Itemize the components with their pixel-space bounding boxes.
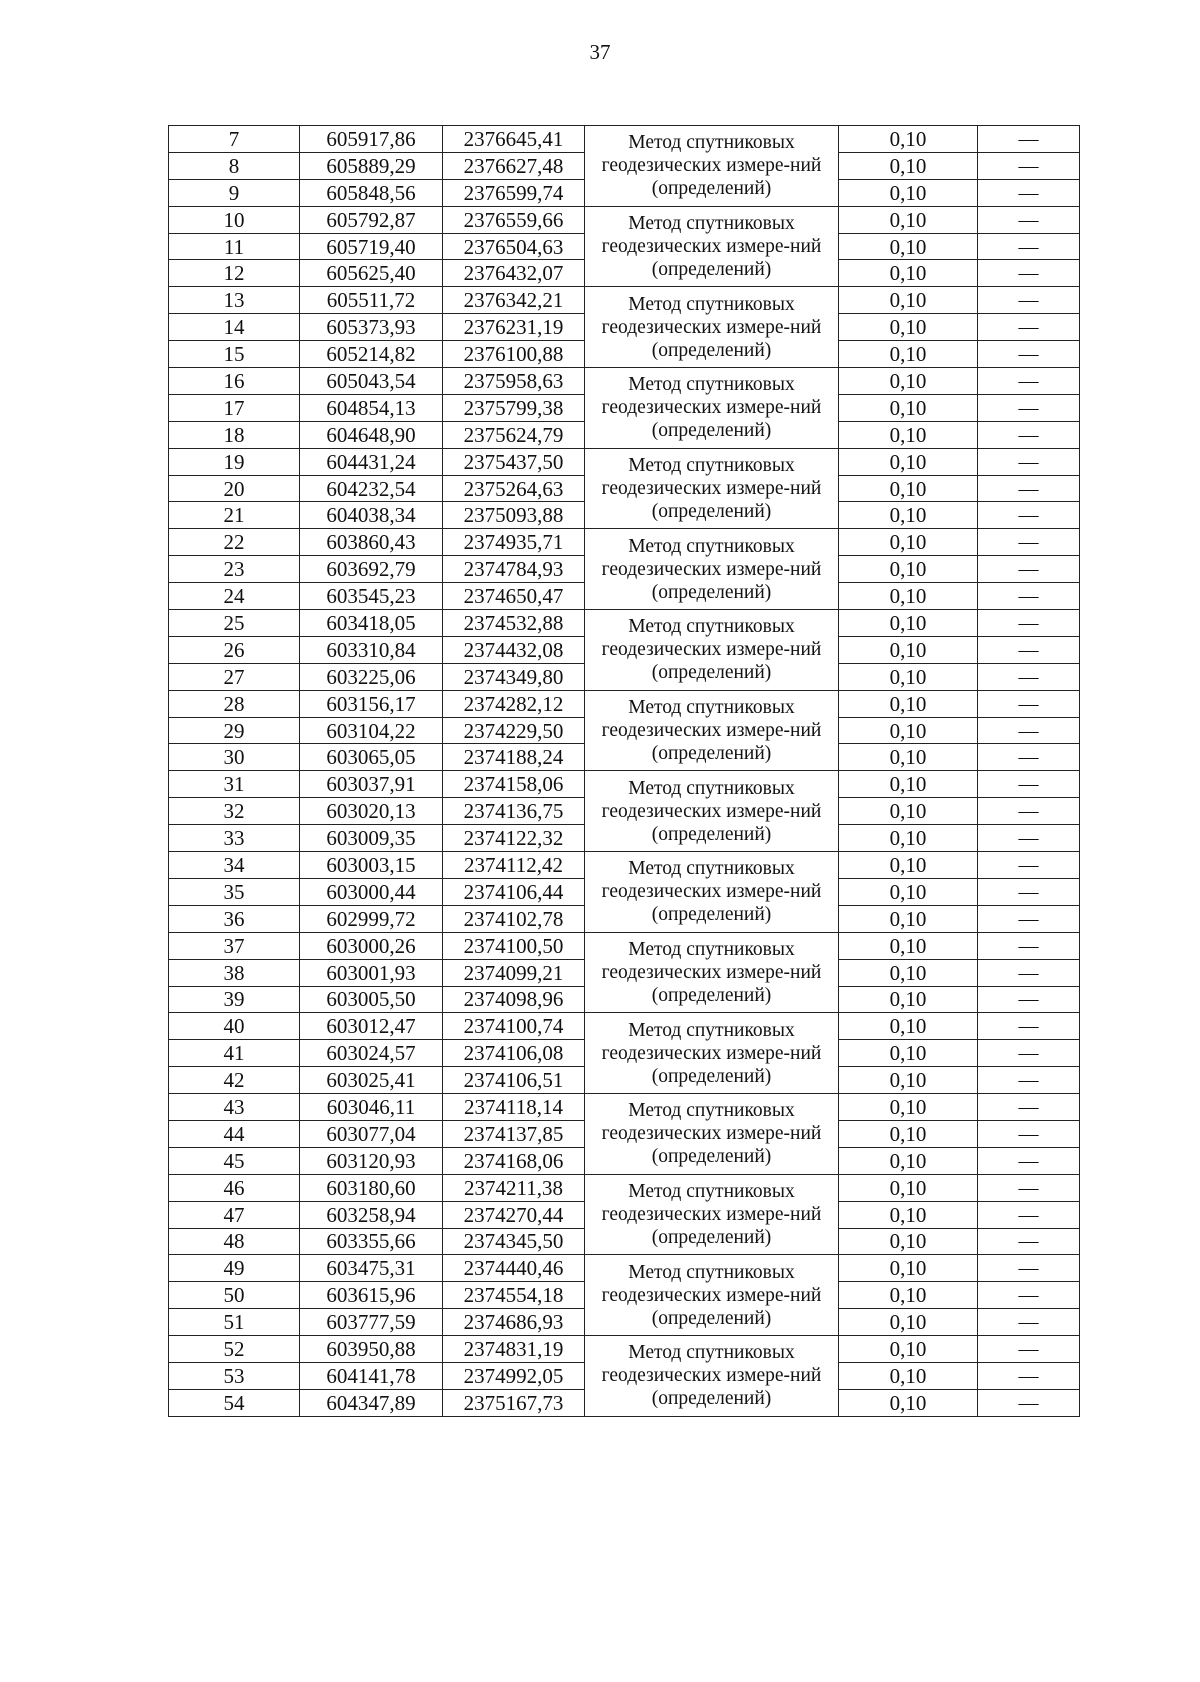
coordinate-y: 2374686,93 [443, 1309, 585, 1336]
extra-dash: — [978, 475, 1080, 502]
table-row [169, 1174, 1080, 1201]
coordinate-y: 2374106,08 [443, 1040, 585, 1067]
coordinate-x: 603258,94 [300, 1201, 443, 1228]
accuracy-value: 0,10 [839, 1362, 978, 1389]
accuracy-value: 0,10 [839, 233, 978, 260]
coordinate-y: 2374118,14 [443, 1094, 585, 1121]
extra-dash: — [978, 636, 1080, 663]
coordinate-y: 2374106,51 [443, 1067, 585, 1094]
point-number: 54 [169, 1389, 300, 1416]
point-number: 13 [169, 287, 300, 314]
accuracy-value: 0,10 [839, 1013, 978, 1040]
extra-dash: — [978, 583, 1080, 610]
coordinate-x: 603156,17 [300, 690, 443, 717]
coordinate-y: 2376100,88 [443, 341, 585, 368]
determination-method: Метод спутниковых геодезических измере-ний (определений) [585, 690, 839, 771]
coordinate-y: 2374650,47 [443, 583, 585, 610]
coordinate-y: 2375264,63 [443, 475, 585, 502]
determination-method: Метод спутниковых геодезических измере-ний (определений) [585, 1174, 839, 1255]
point-number: 43 [169, 1094, 300, 1121]
accuracy-value: 0,10 [839, 1120, 978, 1147]
point-number: 9 [169, 179, 300, 206]
coordinate-x: 605719,40 [300, 233, 443, 260]
extra-dash: — [978, 1228, 1080, 1255]
accuracy-value: 0,10 [839, 1067, 978, 1094]
extra-dash: — [978, 959, 1080, 986]
coordinate-y: 2374992,05 [443, 1362, 585, 1389]
point-number: 16 [169, 368, 300, 395]
coordinate-y: 2375437,50 [443, 448, 585, 475]
coordinates-table-body [169, 126, 1080, 1417]
accuracy-value: 0,10 [839, 421, 978, 448]
coordinate-x: 603037,91 [300, 771, 443, 798]
coordinate-y: 2374106,44 [443, 878, 585, 905]
accuracy-value: 0,10 [839, 583, 978, 610]
coordinate-x: 603475,31 [300, 1255, 443, 1282]
coordinate-x: 603545,23 [300, 583, 443, 610]
determination-method: Метод спутниковых геодезических измере-ний (определений) [585, 529, 839, 610]
coordinate-x: 603418,05 [300, 610, 443, 637]
coordinate-x: 603003,15 [300, 852, 443, 879]
point-number: 41 [169, 1040, 300, 1067]
point-number: 34 [169, 852, 300, 879]
accuracy-value: 0,10 [839, 771, 978, 798]
coordinate-x: 603012,47 [300, 1013, 443, 1040]
extra-dash: — [978, 986, 1080, 1013]
point-number: 33 [169, 825, 300, 852]
extra-dash: — [978, 1040, 1080, 1067]
accuracy-value: 0,10 [839, 690, 978, 717]
coordinate-x: 603180,60 [300, 1174, 443, 1201]
coordinate-y: 2375093,88 [443, 502, 585, 529]
accuracy-value: 0,10 [839, 798, 978, 825]
accuracy-value: 0,10 [839, 179, 978, 206]
coordinate-y: 2375167,73 [443, 1389, 585, 1416]
coordinate-y: 2374099,21 [443, 959, 585, 986]
extra-dash: — [978, 1094, 1080, 1121]
point-number: 30 [169, 744, 300, 771]
table-row [169, 1255, 1080, 1282]
point-number: 20 [169, 475, 300, 502]
coordinate-x: 603355,66 [300, 1228, 443, 1255]
point-number: 18 [169, 421, 300, 448]
table-row [169, 1013, 1080, 1040]
coordinate-y: 2374122,32 [443, 825, 585, 852]
accuracy-value: 0,10 [839, 717, 978, 744]
accuracy-value: 0,10 [839, 1040, 978, 1067]
accuracy-value: 0,10 [839, 1147, 978, 1174]
determination-method: Метод спутниковых геодезических измере-ний (определений) [585, 287, 839, 368]
coordinate-x: 604854,13 [300, 394, 443, 421]
coordinate-x: 604038,34 [300, 502, 443, 529]
extra-dash: — [978, 771, 1080, 798]
coordinate-y: 2374100,74 [443, 1013, 585, 1040]
extra-dash: — [978, 502, 1080, 529]
extra-dash: — [978, 179, 1080, 206]
determination-method: Метод спутниковых геодезических измере-ний (определений) [585, 126, 839, 207]
table-row [169, 610, 1080, 637]
coordinate-y: 2374168,06 [443, 1147, 585, 1174]
determination-method: Метод спутниковых геодезических измере-ний (определений) [585, 932, 839, 1013]
coordinate-x: 603001,93 [300, 959, 443, 986]
extra-dash: — [978, 126, 1080, 153]
coordinate-y: 2374229,50 [443, 717, 585, 744]
extra-dash: — [978, 529, 1080, 556]
accuracy-value: 0,10 [839, 878, 978, 905]
extra-dash: — [978, 905, 1080, 932]
extra-dash: — [978, 744, 1080, 771]
table-row [169, 932, 1080, 959]
extra-dash: — [978, 206, 1080, 233]
point-number: 44 [169, 1120, 300, 1147]
point-number: 17 [169, 394, 300, 421]
accuracy-value: 0,10 [839, 1309, 978, 1336]
coordinate-y: 2374831,19 [443, 1336, 585, 1363]
point-number: 42 [169, 1067, 300, 1094]
accuracy-value: 0,10 [839, 287, 978, 314]
extra-dash: — [978, 260, 1080, 287]
extra-dash: — [978, 798, 1080, 825]
accuracy-value: 0,10 [839, 852, 978, 879]
coordinate-x: 605848,56 [300, 179, 443, 206]
extra-dash: — [978, 152, 1080, 179]
extra-dash: — [978, 825, 1080, 852]
coordinate-x: 603777,59 [300, 1309, 443, 1336]
coordinate-x: 603077,04 [300, 1120, 443, 1147]
point-number: 29 [169, 717, 300, 744]
determination-method: Метод спутниковых геодезических измере-ний (определений) [585, 852, 839, 933]
determination-method: Метод спутниковых геодезических измере-ний (определений) [585, 1094, 839, 1175]
accuracy-value: 0,10 [839, 206, 978, 233]
coordinate-y: 2376627,48 [443, 152, 585, 179]
extra-dash: — [978, 1201, 1080, 1228]
coordinate-y: 2374532,88 [443, 610, 585, 637]
accuracy-value: 0,10 [839, 1255, 978, 1282]
coordinate-x: 603692,79 [300, 556, 443, 583]
accuracy-value: 0,10 [839, 825, 978, 852]
coordinate-x: 603024,57 [300, 1040, 443, 1067]
coordinate-y: 2374349,80 [443, 663, 585, 690]
extra-dash: — [978, 1013, 1080, 1040]
table-row [169, 690, 1080, 717]
point-number: 45 [169, 1147, 300, 1174]
point-number: 36 [169, 905, 300, 932]
extra-dash: — [978, 341, 1080, 368]
coordinate-y: 2374158,06 [443, 771, 585, 798]
accuracy-value: 0,10 [839, 932, 978, 959]
coordinate-y: 2374136,75 [443, 798, 585, 825]
point-number: 38 [169, 959, 300, 986]
point-number: 46 [169, 1174, 300, 1201]
accuracy-value: 0,10 [839, 475, 978, 502]
coordinate-x: 603310,84 [300, 636, 443, 663]
extra-dash: — [978, 1174, 1080, 1201]
point-number: 32 [169, 798, 300, 825]
point-number: 25 [169, 610, 300, 637]
coordinate-y: 2376342,21 [443, 287, 585, 314]
accuracy-value: 0,10 [839, 502, 978, 529]
table-row [169, 368, 1080, 395]
point-number: 50 [169, 1282, 300, 1309]
table-row [169, 206, 1080, 233]
point-number: 8 [169, 152, 300, 179]
point-number: 37 [169, 932, 300, 959]
coordinate-x: 603225,06 [300, 663, 443, 690]
coordinate-x: 604141,78 [300, 1362, 443, 1389]
coordinate-x: 605214,82 [300, 341, 443, 368]
extra-dash: — [978, 932, 1080, 959]
coordinate-y: 2374098,96 [443, 986, 585, 1013]
coordinate-y: 2374188,24 [443, 744, 585, 771]
coordinate-x: 604648,90 [300, 421, 443, 448]
accuracy-value: 0,10 [839, 341, 978, 368]
extra-dash: — [978, 448, 1080, 475]
coordinate-y: 2374282,12 [443, 690, 585, 717]
coordinate-x: 603065,05 [300, 744, 443, 771]
coordinate-y: 2376504,63 [443, 233, 585, 260]
coordinate-y: 2374270,44 [443, 1201, 585, 1228]
accuracy-value: 0,10 [839, 636, 978, 663]
coordinate-y: 2374137,85 [443, 1120, 585, 1147]
coordinate-y: 2375958,63 [443, 368, 585, 395]
coordinate-x: 603046,11 [300, 1094, 443, 1121]
point-number: 40 [169, 1013, 300, 1040]
coordinate-y: 2374935,71 [443, 529, 585, 556]
extra-dash: — [978, 233, 1080, 260]
point-number: 12 [169, 260, 300, 287]
coordinate-x: 605511,72 [300, 287, 443, 314]
coordinate-y: 2374112,42 [443, 852, 585, 879]
table-row [169, 287, 1080, 314]
accuracy-value: 0,10 [839, 529, 978, 556]
coordinate-y: 2375624,79 [443, 421, 585, 448]
accuracy-value: 0,10 [839, 1094, 978, 1121]
table-row [169, 126, 1080, 153]
point-number: 52 [169, 1336, 300, 1363]
point-number: 22 [169, 529, 300, 556]
determination-method: Метод спутниковых геодезических измере-ний (определений) [585, 1013, 839, 1094]
accuracy-value: 0,10 [839, 394, 978, 421]
point-number: 23 [169, 556, 300, 583]
coordinate-y: 2374784,93 [443, 556, 585, 583]
coordinate-x: 603000,26 [300, 932, 443, 959]
determination-method: Метод спутниковых геодезических измере-ний (определений) [585, 368, 839, 449]
extra-dash: — [978, 610, 1080, 637]
point-number: 7 [169, 126, 300, 153]
coordinate-x: 604347,89 [300, 1389, 443, 1416]
determination-method: Метод спутниковых геодезических измере-ний (определений) [585, 610, 839, 691]
accuracy-value: 0,10 [839, 368, 978, 395]
accuracy-value: 0,10 [839, 663, 978, 690]
determination-method: Метод спутниковых геодезических измере-ний (определений) [585, 1336, 839, 1417]
accuracy-value: 0,10 [839, 126, 978, 153]
coordinate-x: 605373,93 [300, 314, 443, 341]
point-number: 11 [169, 233, 300, 260]
coordinate-y: 2374211,38 [443, 1174, 585, 1201]
accuracy-value: 0,10 [839, 1228, 978, 1255]
coordinate-x: 603000,44 [300, 878, 443, 905]
coordinate-y: 2374432,08 [443, 636, 585, 663]
coordinate-x: 605625,40 [300, 260, 443, 287]
extra-dash: — [978, 1362, 1080, 1389]
coordinate-y: 2376559,66 [443, 206, 585, 233]
coordinate-y: 2374345,50 [443, 1228, 585, 1255]
point-number: 28 [169, 690, 300, 717]
coordinate-y: 2375799,38 [443, 394, 585, 421]
coordinate-y: 2374440,46 [443, 1255, 585, 1282]
extra-dash: — [978, 852, 1080, 879]
point-number: 48 [169, 1228, 300, 1255]
accuracy-value: 0,10 [839, 744, 978, 771]
accuracy-value: 0,10 [839, 314, 978, 341]
extra-dash: — [978, 1147, 1080, 1174]
accuracy-value: 0,10 [839, 1336, 978, 1363]
point-number: 19 [169, 448, 300, 475]
point-number: 15 [169, 341, 300, 368]
coordinate-y: 2374100,50 [443, 932, 585, 959]
coordinate-x: 603860,43 [300, 529, 443, 556]
extra-dash: — [978, 690, 1080, 717]
coordinate-x: 603615,96 [300, 1282, 443, 1309]
point-number: 53 [169, 1362, 300, 1389]
accuracy-value: 0,10 [839, 556, 978, 583]
point-number: 27 [169, 663, 300, 690]
coordinate-y: 2376432,07 [443, 260, 585, 287]
table-row [169, 1094, 1080, 1121]
extra-dash: — [978, 878, 1080, 905]
point-number: 39 [169, 986, 300, 1013]
extra-dash: — [978, 556, 1080, 583]
point-number: 14 [169, 314, 300, 341]
extra-dash: — [978, 1255, 1080, 1282]
accuracy-value: 0,10 [839, 905, 978, 932]
extra-dash: — [978, 394, 1080, 421]
coordinate-x: 603104,22 [300, 717, 443, 744]
coordinate-y: 2376599,74 [443, 179, 585, 206]
extra-dash: — [978, 1120, 1080, 1147]
determination-method: Метод спутниковых геодезических измере-ний (определений) [585, 448, 839, 529]
extra-dash: — [978, 717, 1080, 744]
accuracy-value: 0,10 [839, 986, 978, 1013]
table-row [169, 529, 1080, 556]
determination-method: Метод спутниковых геодезических измере-ний (определений) [585, 206, 839, 287]
point-number: 21 [169, 502, 300, 529]
table-row [169, 448, 1080, 475]
coordinate-y: 2374554,18 [443, 1282, 585, 1309]
coordinate-x: 603120,93 [300, 1147, 443, 1174]
point-number: 49 [169, 1255, 300, 1282]
extra-dash: — [978, 1067, 1080, 1094]
determination-method: Метод спутниковых геодезических измере-ний (определений) [585, 771, 839, 852]
coordinate-y: 2376645,41 [443, 126, 585, 153]
point-number: 47 [169, 1201, 300, 1228]
coordinate-x: 603005,50 [300, 986, 443, 1013]
extra-dash: — [978, 1309, 1080, 1336]
coordinate-x: 603950,88 [300, 1336, 443, 1363]
point-number: 31 [169, 771, 300, 798]
point-number: 10 [169, 206, 300, 233]
coordinate-x: 605043,54 [300, 368, 443, 395]
extra-dash: — [978, 1282, 1080, 1309]
extra-dash: — [978, 1389, 1080, 1416]
accuracy-value: 0,10 [839, 610, 978, 637]
accuracy-value: 0,10 [839, 1389, 978, 1416]
coordinate-x: 604232,54 [300, 475, 443, 502]
accuracy-value: 0,10 [839, 448, 978, 475]
coordinate-x: 604431,24 [300, 448, 443, 475]
coordinate-x: 605792,87 [300, 206, 443, 233]
point-number: 51 [169, 1309, 300, 1336]
extra-dash: — [978, 287, 1080, 314]
coordinate-y: 2374102,78 [443, 905, 585, 932]
table-row [169, 771, 1080, 798]
extra-dash: — [978, 421, 1080, 448]
point-number: 26 [169, 636, 300, 663]
coordinate-x: 603025,41 [300, 1067, 443, 1094]
point-number: 35 [169, 878, 300, 905]
extra-dash: — [978, 663, 1080, 690]
accuracy-value: 0,10 [839, 959, 978, 986]
point-number: 24 [169, 583, 300, 610]
extra-dash: — [978, 1336, 1080, 1363]
accuracy-value: 0,10 [839, 1282, 978, 1309]
coordinate-x: 603020,13 [300, 798, 443, 825]
extra-dash: — [978, 314, 1080, 341]
coordinates-table [168, 125, 1080, 1417]
coordinate-x: 603009,35 [300, 825, 443, 852]
accuracy-value: 0,10 [839, 1201, 978, 1228]
table-row [169, 852, 1080, 879]
coordinate-x: 605917,86 [300, 126, 443, 153]
accuracy-value: 0,10 [839, 1174, 978, 1201]
table-row [169, 1336, 1080, 1363]
accuracy-value: 0,10 [839, 152, 978, 179]
coordinate-x: 602999,72 [300, 905, 443, 932]
accuracy-value: 0,10 [839, 260, 978, 287]
extra-dash: — [978, 368, 1080, 395]
coordinate-y: 2376231,19 [443, 314, 585, 341]
determination-method: Метод спутниковых геодезических измере-ний (определений) [585, 1255, 839, 1336]
coordinate-x: 605889,29 [300, 152, 443, 179]
page-number: 37 [589, 40, 611, 64]
